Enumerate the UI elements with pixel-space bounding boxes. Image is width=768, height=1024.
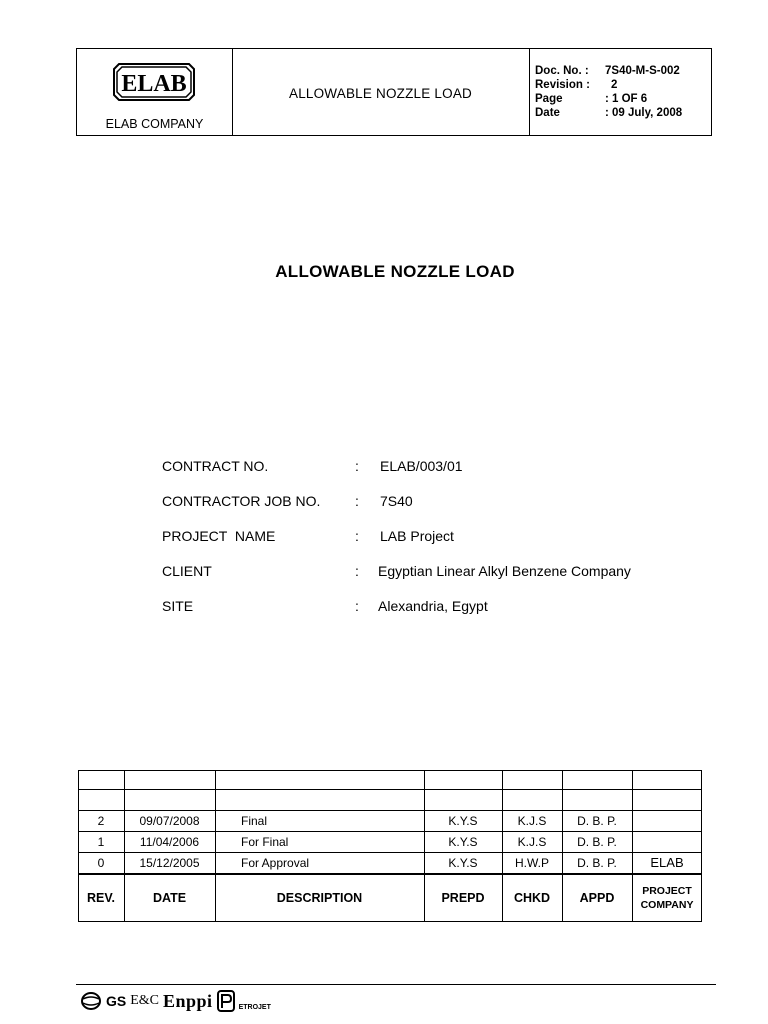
table-cell: For Approval (241, 855, 310, 870)
field-key: CLIENT (162, 563, 212, 579)
header-title: ALLOWABLE NOZZLE LOAD (288, 86, 472, 101)
table-cell: 11/04/2006 (139, 834, 200, 849)
gs-globe-icon (80, 991, 102, 1011)
field-value: 7S40 (380, 493, 413, 509)
field-colon: : (355, 493, 359, 509)
date-value: : 09 July, 2008 (605, 107, 683, 119)
page-value: : 1 OF 6 (605, 93, 648, 105)
elab-logo (113, 63, 195, 101)
table-hline (78, 770, 702, 771)
doc-number-value: 7S40-M-S-002 (605, 65, 680, 77)
table-cell: K.Y.S (448, 834, 478, 849)
field-colon: : (355, 563, 359, 579)
field-value: Alexandria, Egypt (378, 598, 488, 614)
table-cell: PREPD (441, 890, 485, 905)
table-cell: K.Y.S (448, 813, 478, 828)
field-value: LAB Project (380, 528, 454, 544)
table-cell: D. B. P. (577, 834, 617, 849)
table-cell: DATE (152, 890, 187, 905)
doc-info-cell (529, 49, 711, 135)
table-cell: For Final (241, 834, 289, 849)
doc-number-label: Doc. No. : (535, 65, 589, 77)
enppi-logo-text: Enppi (163, 990, 213, 1011)
petrojet-logo-text: ETROJET (238, 1003, 271, 1011)
field-key: PROJECT NAME (162, 528, 276, 544)
table-cell: 09/07/2008 (139, 813, 200, 828)
footer-logos (80, 988, 271, 1014)
table-cell: Final (241, 813, 268, 828)
table-cell: K.J.S (517, 834, 547, 849)
revision-value: 2 (611, 79, 618, 91)
field-key: CONTRACT NO. (162, 458, 269, 474)
table-cell: 15/12/2005 (139, 855, 200, 870)
field-colon: : (355, 528, 359, 544)
page-row (535, 92, 647, 106)
table-cell: H.W.P (514, 855, 549, 870)
gs-logo-text: GS (106, 993, 127, 1009)
table-cell: 0 (97, 855, 105, 870)
field-colon: : (355, 458, 359, 474)
revision-label: Revision : (535, 79, 590, 91)
logo-cell (77, 49, 233, 135)
table-cell: CHKD (513, 890, 551, 905)
table-cell: PROJECT COMPANY (640, 884, 694, 911)
document-header (76, 48, 712, 136)
field-value: Egyptian Linear Alkyl Benzene Company (378, 563, 631, 579)
field-key: SITE (162, 598, 194, 614)
svg-text:ELAB: ELAB (121, 71, 187, 97)
table-cell: ELAB (650, 855, 684, 870)
enc-logo-text: E&C (130, 993, 160, 1008)
field-key: CONTRACTOR JOB NO. (162, 493, 321, 509)
table-cell: APPD (579, 890, 615, 905)
company-name: ELAB COMPANY (105, 117, 204, 131)
table-hline (78, 789, 702, 790)
page-label: Page (535, 93, 563, 105)
field-colon: : (355, 598, 359, 614)
date-row (535, 106, 682, 120)
table-cell: REV. (86, 890, 116, 905)
title-cell (232, 49, 530, 135)
table-cell: 2 (97, 813, 105, 828)
table-cell: K.Y.S (448, 855, 478, 870)
table-cell: D. B. P. (577, 855, 617, 870)
table-cell: K.J.S (517, 813, 547, 828)
footer-rule (76, 984, 716, 985)
revision-row (535, 78, 617, 92)
petrojet-icon (217, 990, 235, 1012)
table-cell: 1 (97, 834, 105, 849)
main-title: ALLOWABLE NOZZLE LOAD (275, 262, 515, 281)
date-label: Date (535, 107, 560, 119)
table-cell: DESCRIPTION (276, 890, 363, 905)
doc-number-row (535, 64, 680, 78)
field-value: ELAB/003/01 (380, 458, 463, 474)
revision-table (78, 770, 702, 922)
table-cell: D. B. P. (577, 813, 617, 828)
